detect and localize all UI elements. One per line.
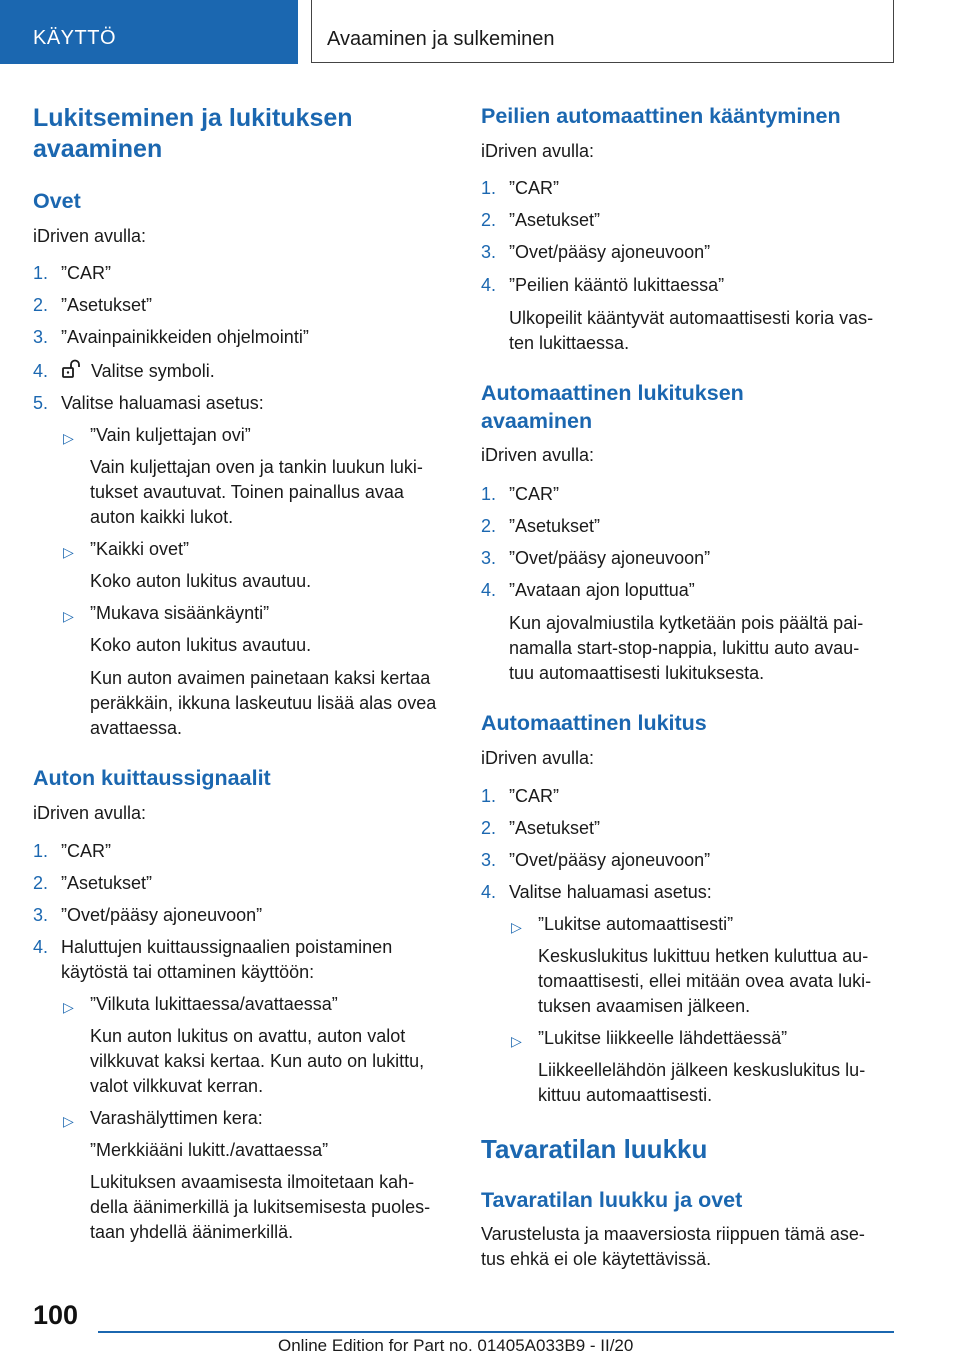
autounlock-step-2: ”Asetukset” [509, 516, 601, 536]
signals-heading: Auton kuittaussignaalit [33, 766, 271, 790]
mirrors-step-3: ”Ovet/pääsy ajoneuvoon” [509, 242, 711, 262]
signals-option-1-desc: vilkkuvat kaksi kertaa. Kun auto on lukittu, [90, 1051, 425, 1071]
step-number: 4. [481, 580, 497, 600]
doors-step-1: ”CAR” [61, 263, 111, 283]
mirrors-desc: ten lukittaessa. [509, 333, 630, 353]
autolock-option-1-desc: Keskuslukitus lukittuu hetken kuluttua au- [538, 946, 869, 966]
autolock-option-1-desc: tuksen avaamisen jälkeen. [538, 996, 751, 1016]
footer-edition: Online Edition for Part no. 01405A033B9 - II/20 [278, 1336, 634, 1355]
autounlock-heading-line-1: Automaattinen lukituksen [481, 381, 744, 405]
bullet-icon: ▷ [63, 430, 74, 446]
autounlock-intro: iDriven avulla: [481, 445, 595, 465]
section-label: KÄYTTÖ [33, 27, 117, 49]
step-number: 3. [33, 327, 49, 347]
mirrors-intro: iDriven avulla: [481, 141, 595, 161]
autolock-option-1-label: ”Lukitse automaattisesti” [538, 914, 734, 934]
mirrors-heading: Peilien automaattinen kääntyminen [481, 104, 841, 128]
doors-option-3-desc: Koko auton lukitus avautuu. [90, 635, 312, 655]
step-number: 2. [33, 873, 49, 893]
doors-extra: Kun auton avaimen painetaan kaksi kertaa [90, 668, 431, 688]
bullet-icon: ▷ [63, 544, 74, 560]
signals-step-3: ”Ovet/pääsy ajoneuvoon” [61, 905, 263, 925]
autounlock-desc: tuu automaattisesti lukituksesta. [509, 663, 765, 683]
signals-option-2-label: Varashälyttimen kera: [90, 1108, 263, 1128]
autounlock-desc: Kun ajovalmiustila kytketään pois päältä pai- [509, 613, 864, 633]
chapter-label: Avaaminen ja sulkeminen [327, 28, 555, 50]
doors-option-3-label: ”Mukava sisäänkäynti” [90, 603, 270, 623]
autolock-option-1-desc: tomaattisesti, ellei mitään ovea avata luki- [538, 971, 872, 991]
step-number: 3. [481, 242, 497, 262]
step-number: 1. [33, 263, 49, 283]
signals-option-2-desc: ”Merkkiääni lukitt./avattaessa” [90, 1140, 329, 1160]
mirrors-step-1: ”CAR” [509, 178, 559, 198]
step-number: 4. [33, 937, 49, 957]
step-number: 4. [481, 882, 497, 902]
signals-option-2-desc: taan yhdellä äänimerkillä. [90, 1222, 294, 1242]
page-title-line-1: Lukitseminen ja lukituksen [33, 104, 353, 132]
signals-option-2-desc: Lukituksen avaamisesta ilmoitetaan kah- [90, 1172, 415, 1192]
doors-intro: iDriven avulla: [33, 226, 147, 246]
autounlock-step-3: ”Ovet/pääsy ajoneuvoon” [509, 548, 711, 568]
doors-option-2-desc: Koko auton lukitus avautuu. [90, 571, 312, 591]
autolock-intro: iDriven avulla: [481, 748, 595, 768]
doors-step-2: ”Asetukset” [61, 295, 153, 315]
signals-step-4: Haluttujen kuittaussignaalien poistaminen [61, 937, 393, 957]
doors-option-1-desc: Vain kuljettajan oven ja tankin luukun luki- [90, 457, 423, 477]
step-number: 2. [33, 295, 49, 315]
step-number: 3. [481, 548, 497, 568]
step-number: 1. [481, 178, 497, 198]
bullet-icon: ▷ [511, 1033, 522, 1049]
doors-heading: Ovet [33, 189, 81, 213]
signals-option-1-desc: Kun auton lukitus on avattu, auton valot [90, 1026, 406, 1046]
section-tab [0, 0, 298, 64]
step-number: 2. [481, 516, 497, 536]
doors-option-2-label: ”Kaikki ovet” [90, 539, 190, 559]
doors-step-5: Valitse haluamasi asetus: [61, 393, 264, 413]
autolock-option-2-label: ”Lukitse liikkeelle lähdettäessä” [538, 1028, 788, 1048]
autounlock-heading-line-2: avaaminen [481, 409, 593, 433]
mirrors-step-4: ”Peilien kääntö lukittaessa” [509, 275, 725, 295]
page-title-line-2: avaaminen [33, 135, 163, 163]
doors-extra: peräkkäin, ikkuna laskeutuu lisää alas ovea [90, 693, 437, 713]
autounlock-desc: namalla start-stop-nappia, lukittu auto avau- [509, 638, 860, 658]
autolock-option-2-desc: kittuu automaattisesti. [538, 1085, 713, 1105]
step-number: 5. [33, 393, 49, 413]
doors-option-1-label: ”Vain kuljettajan ovi” [90, 425, 251, 445]
bullet-icon: ▷ [63, 999, 74, 1015]
autounlock-step-1: ”CAR” [509, 484, 559, 504]
page-number: 100 [33, 1300, 79, 1330]
signals-option-2-desc: della äänimerkillä ja lukitsemisesta puoles- [90, 1197, 431, 1217]
step-number: 4. [481, 275, 497, 295]
bullet-icon: ▷ [63, 608, 74, 624]
bullet-icon: ▷ [511, 919, 522, 935]
autolock-step-4: Valitse haluamasi asetus: [509, 882, 712, 902]
step-number: 2. [481, 210, 497, 230]
signals-intro: iDriven avulla: [33, 803, 147, 823]
step-number: 1. [481, 786, 497, 806]
step-number: 3. [481, 850, 497, 870]
doors-option-1-desc: auton kaikki lukot. [90, 507, 234, 527]
trunk-desc: Varustelusta ja maaversiosta riippuen tämä ase- [481, 1224, 865, 1244]
signals-step-1: ”CAR” [61, 841, 111, 861]
doors-option-1-desc: tukset avautuvat. Toinen painallus avaa [90, 482, 404, 502]
autolock-step-1: ”CAR” [509, 786, 559, 806]
mirrors-desc: Ulkopeilit kääntyvät automaattisesti koria vas- [509, 308, 874, 328]
footer-rule [98, 1331, 894, 1333]
signals-step-4-cont: käytöstä tai ottaminen käyttöön: [61, 962, 315, 982]
unlock-icon [61, 359, 83, 384]
step-number: 1. [33, 841, 49, 861]
signals-step-2: ”Asetukset” [61, 873, 153, 893]
step-number: 2. [481, 818, 497, 838]
signals-option-1-label: ”Vilkuta lukittaessa/avattaessa” [90, 994, 338, 1014]
autolock-heading: Automaattinen lukitus [481, 711, 707, 735]
autolock-option-2-desc: Liikkeellelähdön jälkeen keskuslukitus lu- [538, 1060, 866, 1080]
autolock-step-3: ”Ovet/pääsy ajoneuvoon” [509, 850, 711, 870]
step-number: 3. [33, 905, 49, 925]
step-number: 1. [481, 484, 497, 504]
autolock-step-2: ”Asetukset” [509, 818, 601, 838]
signals-option-1-desc: valot vilkkuvat kerran. [90, 1076, 264, 1096]
doors-step-3: ”Avainpainikkeiden ohjelmointi” [61, 327, 309, 347]
trunk-desc: tus ehkä ei ole käytettävissä. [481, 1249, 712, 1269]
trunk-heading: Tavaratilan luukku ja ovet [481, 1188, 743, 1212]
doors-step-4: Valitse symboli. [91, 361, 215, 381]
bullet-icon: ▷ [63, 1113, 74, 1129]
step-number: 4. [33, 361, 49, 381]
autounlock-step-4: ”Avataan ajon loputtua” [509, 580, 695, 600]
chapter-header [311, 0, 894, 63]
doors-extra: avattaessa. [90, 718, 183, 738]
trunk-title: Tavaratilan luukku [481, 1134, 708, 1164]
mirrors-step-2: ”Asetukset” [509, 210, 601, 230]
